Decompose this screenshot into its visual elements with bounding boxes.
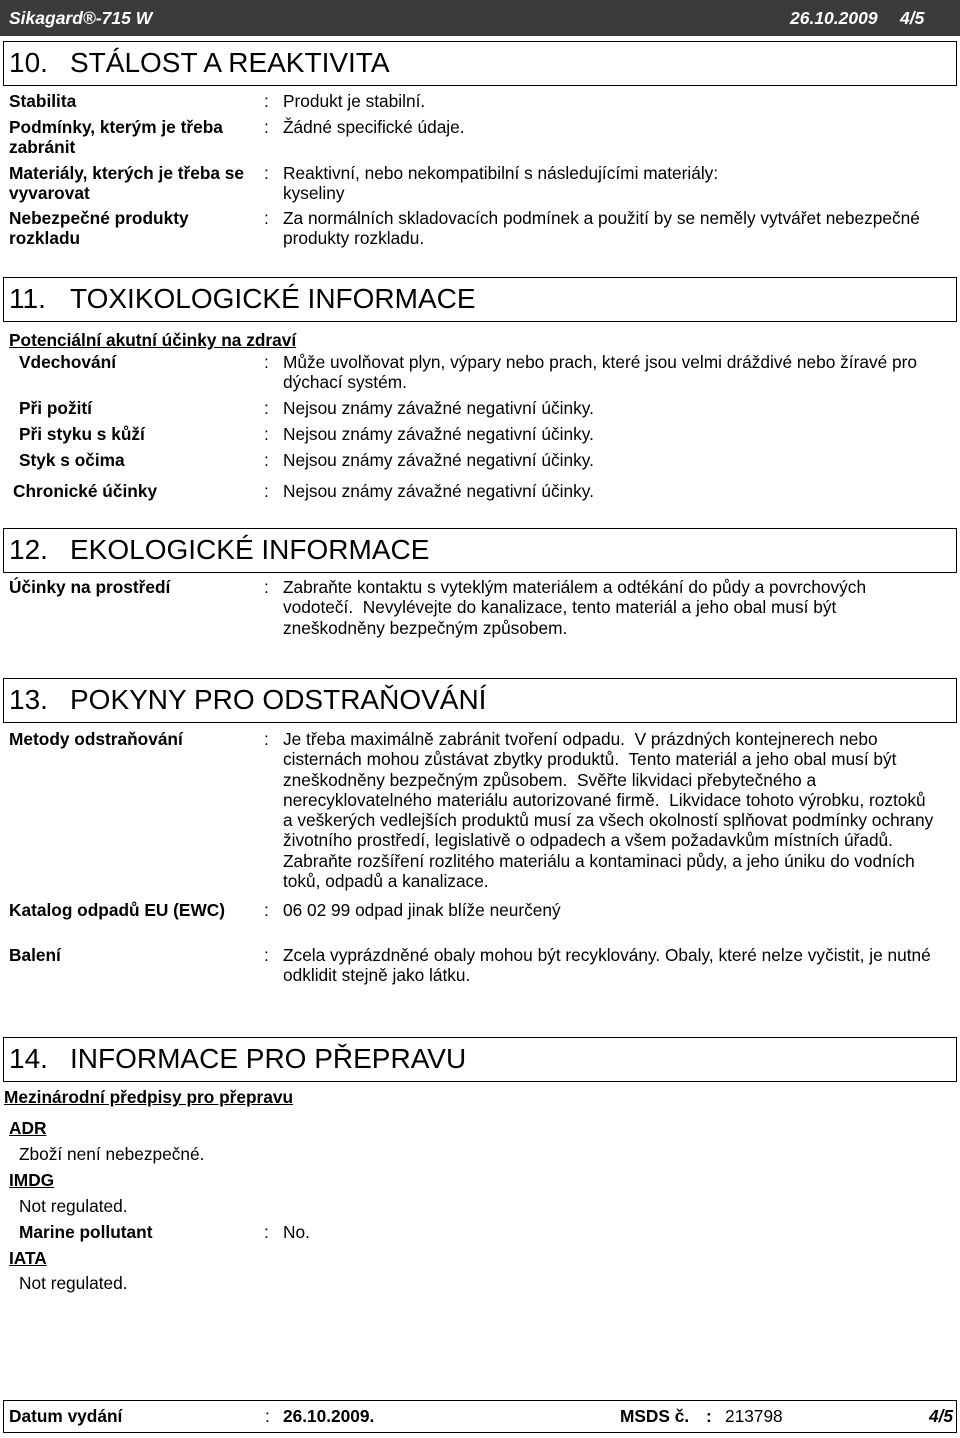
row-label: Marine pollutant [19, 1222, 153, 1242]
ewc-catalogue-row [0, 900, 960, 921]
separator: : [264, 1222, 269, 1242]
row-label: Metody odstraňování [9, 729, 183, 749]
environmental-effects-row [0, 577, 960, 638]
row-value: Nejsou známy závažné negativní účinky. [283, 424, 594, 444]
marine-pollutant-row [0, 1222, 960, 1243]
row-value: Zabraňte kontaktu s vyteklým materiálem a odtékání do půdy a povrchových vodotečí. Nevylévejte do kanalizace, tento materiál a jeho obal musí být zneškodněny bezpečným způsobem. [283, 577, 867, 638]
row-label: Stabilita [9, 91, 77, 111]
row-label: Podmínky, kterým je třeba zabránit [9, 117, 223, 158]
row-label: Chronické účinky [13, 481, 158, 501]
row-value: Produkt je stabilní. [283, 91, 426, 111]
iata-text [0, 1273, 960, 1294]
section-number: 11. [9, 283, 46, 314]
iata-heading [0, 1248, 960, 1269]
separator: : [264, 424, 269, 444]
row-label: Vdechování [19, 352, 116, 372]
section-number: 14. [9, 1043, 48, 1074]
row-value: Zcela vyprázdněné obaly mohou být recyklovány. Obaly, které nelze vyčistit, je nutné odklidit stejně jako látku. [283, 945, 931, 986]
header-date: 26.10.2009 [790, 8, 878, 28]
packaging-row [0, 945, 960, 986]
product-name: Sikagard®-715 W [9, 8, 153, 28]
separator: : [264, 352, 269, 372]
adr-heading [0, 1118, 960, 1139]
row-label: Nebezpečné produkty rozkladu [9, 208, 189, 249]
regulation-heading: IATA [9, 1248, 47, 1268]
row-label: Materiály, kterých je třeba se vyvarovat [9, 163, 245, 204]
row-value: Žádné specifické údaje. [283, 117, 465, 137]
row-label: Při požití [19, 398, 92, 418]
section-title: STÁLOST A REAKTIVITA [70, 47, 390, 78]
separator: : [264, 577, 269, 597]
adr-text [0, 1144, 960, 1165]
row-value: Nejsou známy závažné negativní účinky. [283, 481, 594, 501]
row-value: Reaktivní, nebo nekompatibilní s následujícími materiály: kyseliny [283, 163, 719, 204]
regulation-heading: ADR [9, 1118, 47, 1138]
separator: : [264, 163, 269, 183]
stability-row [0, 91, 960, 112]
separator: : [264, 398, 269, 418]
row-value: No. [283, 1222, 310, 1242]
row-value: Nejsou známy závažné negativní účinky. [283, 398, 594, 418]
row-value: Může uvolňovat plyn, výpary nebo prach, které jsou velmi dráždivé nebo žíravé pro dýchací systém. [283, 352, 917, 393]
imdg-heading [0, 1170, 960, 1191]
section-number: 13. [9, 684, 48, 715]
section-12-heading [3, 528, 957, 573]
separator: : [264, 117, 269, 137]
section-title: TOXIKOLOGICKÉ INFORMACE [70, 283, 476, 314]
footer-page-number: 4/5 [929, 1406, 954, 1426]
separator: : [264, 481, 269, 501]
chronic-effects-row [0, 481, 960, 502]
section-title: EKOLOGICKÉ INFORMACE [70, 534, 430, 565]
materials-to-avoid-row [0, 163, 960, 204]
international-regulations-subheading [0, 1087, 960, 1108]
regulation-heading: IMDG [9, 1170, 55, 1190]
section-10-heading [3, 41, 957, 86]
imdg-text [0, 1196, 960, 1217]
msds-number-label: MSDS č. [620, 1406, 690, 1426]
separator: : [264, 208, 269, 228]
msds-number: 213798 [725, 1406, 783, 1426]
acute-effects-subheading [0, 330, 960, 351]
subheading: Potenciální akutní účinky na zdraví [9, 330, 297, 350]
inhalation-row [0, 352, 960, 393]
row-value: 06 02 99 odpad jinak blíže neurčený [283, 900, 561, 920]
eye-contact-row [0, 450, 960, 471]
separator: : [706, 1406, 712, 1426]
separator: : [265, 1406, 270, 1426]
regulation-text: Not regulated. [19, 1273, 128, 1293]
separator: : [264, 450, 269, 470]
issue-date: 26.10.2009. [283, 1406, 375, 1426]
conditions-to-avoid-row [0, 117, 960, 158]
row-label: Katalog odpadů EU (EWC) [9, 900, 225, 920]
regulation-text: Not regulated. [19, 1196, 128, 1216]
issue-date-label: Datum vydání [9, 1406, 123, 1426]
row-label: Při styku s kůží [19, 424, 145, 444]
row-value: Za normálních skladovacích podmínek a použití by se neměly vytvářet nebezpečné produkty rozkladu. [283, 208, 920, 249]
section-14-heading [3, 1037, 957, 1082]
separator: : [264, 945, 269, 965]
row-label: Styk s očima [19, 450, 125, 470]
row-label: Balení [9, 945, 61, 965]
row-value: Nejsou známy závažné negativní účinky. [283, 450, 594, 470]
row-label: Účinky na prostředí [9, 577, 171, 597]
row-value: Je třeba maximálně zabránit tvoření odpadu. V prázdných kontejnerech nebo cisternách mohou zůstávat zbytky produktů. Tento materiál a jeho obal musí být zneškodněny bezpečným způsobem. Svěřte likvidaci přebytečného a nerecyklovatelného materiálu autorizované firmě. Likvidace tohoto výrobku, roztoků a veškerých vedlejších produktů musí za všech okolností splňovat podmínky ochrany životního prostředí, legislativě o odpadech a všem požadavkům místních úřadů. Zabraňte rozšíření rozlitého materiálu a kontaminaci půdy, a jeho úniku do vodních toků, odpadů a kanalizace. [283, 729, 934, 892]
section-13-heading [3, 678, 957, 723]
section-title: INFORMACE PRO PŘEPRAVU [70, 1043, 467, 1074]
section-number: 10. [9, 47, 48, 78]
ingestion-row [0, 398, 960, 419]
decomposition-products-row [0, 208, 960, 249]
page-header [0, 0, 960, 36]
header-page-number: 4/5 [900, 8, 925, 28]
section-title: POKYNY PRO ODSTRAŇOVÁNÍ [70, 684, 487, 715]
section-11-heading [3, 277, 957, 322]
separator: : [264, 729, 269, 749]
separator: : [264, 91, 269, 111]
page-footer [3, 1400, 957, 1433]
skin-contact-row [0, 424, 960, 445]
separator: : [264, 900, 269, 920]
subheading: Mezinárodní předpisy pro přepravu [4, 1087, 294, 1107]
disposal-methods-row [0, 729, 960, 892]
regulation-text: Zboží není nebezpečné. [19, 1144, 205, 1164]
section-number: 12. [9, 534, 48, 565]
